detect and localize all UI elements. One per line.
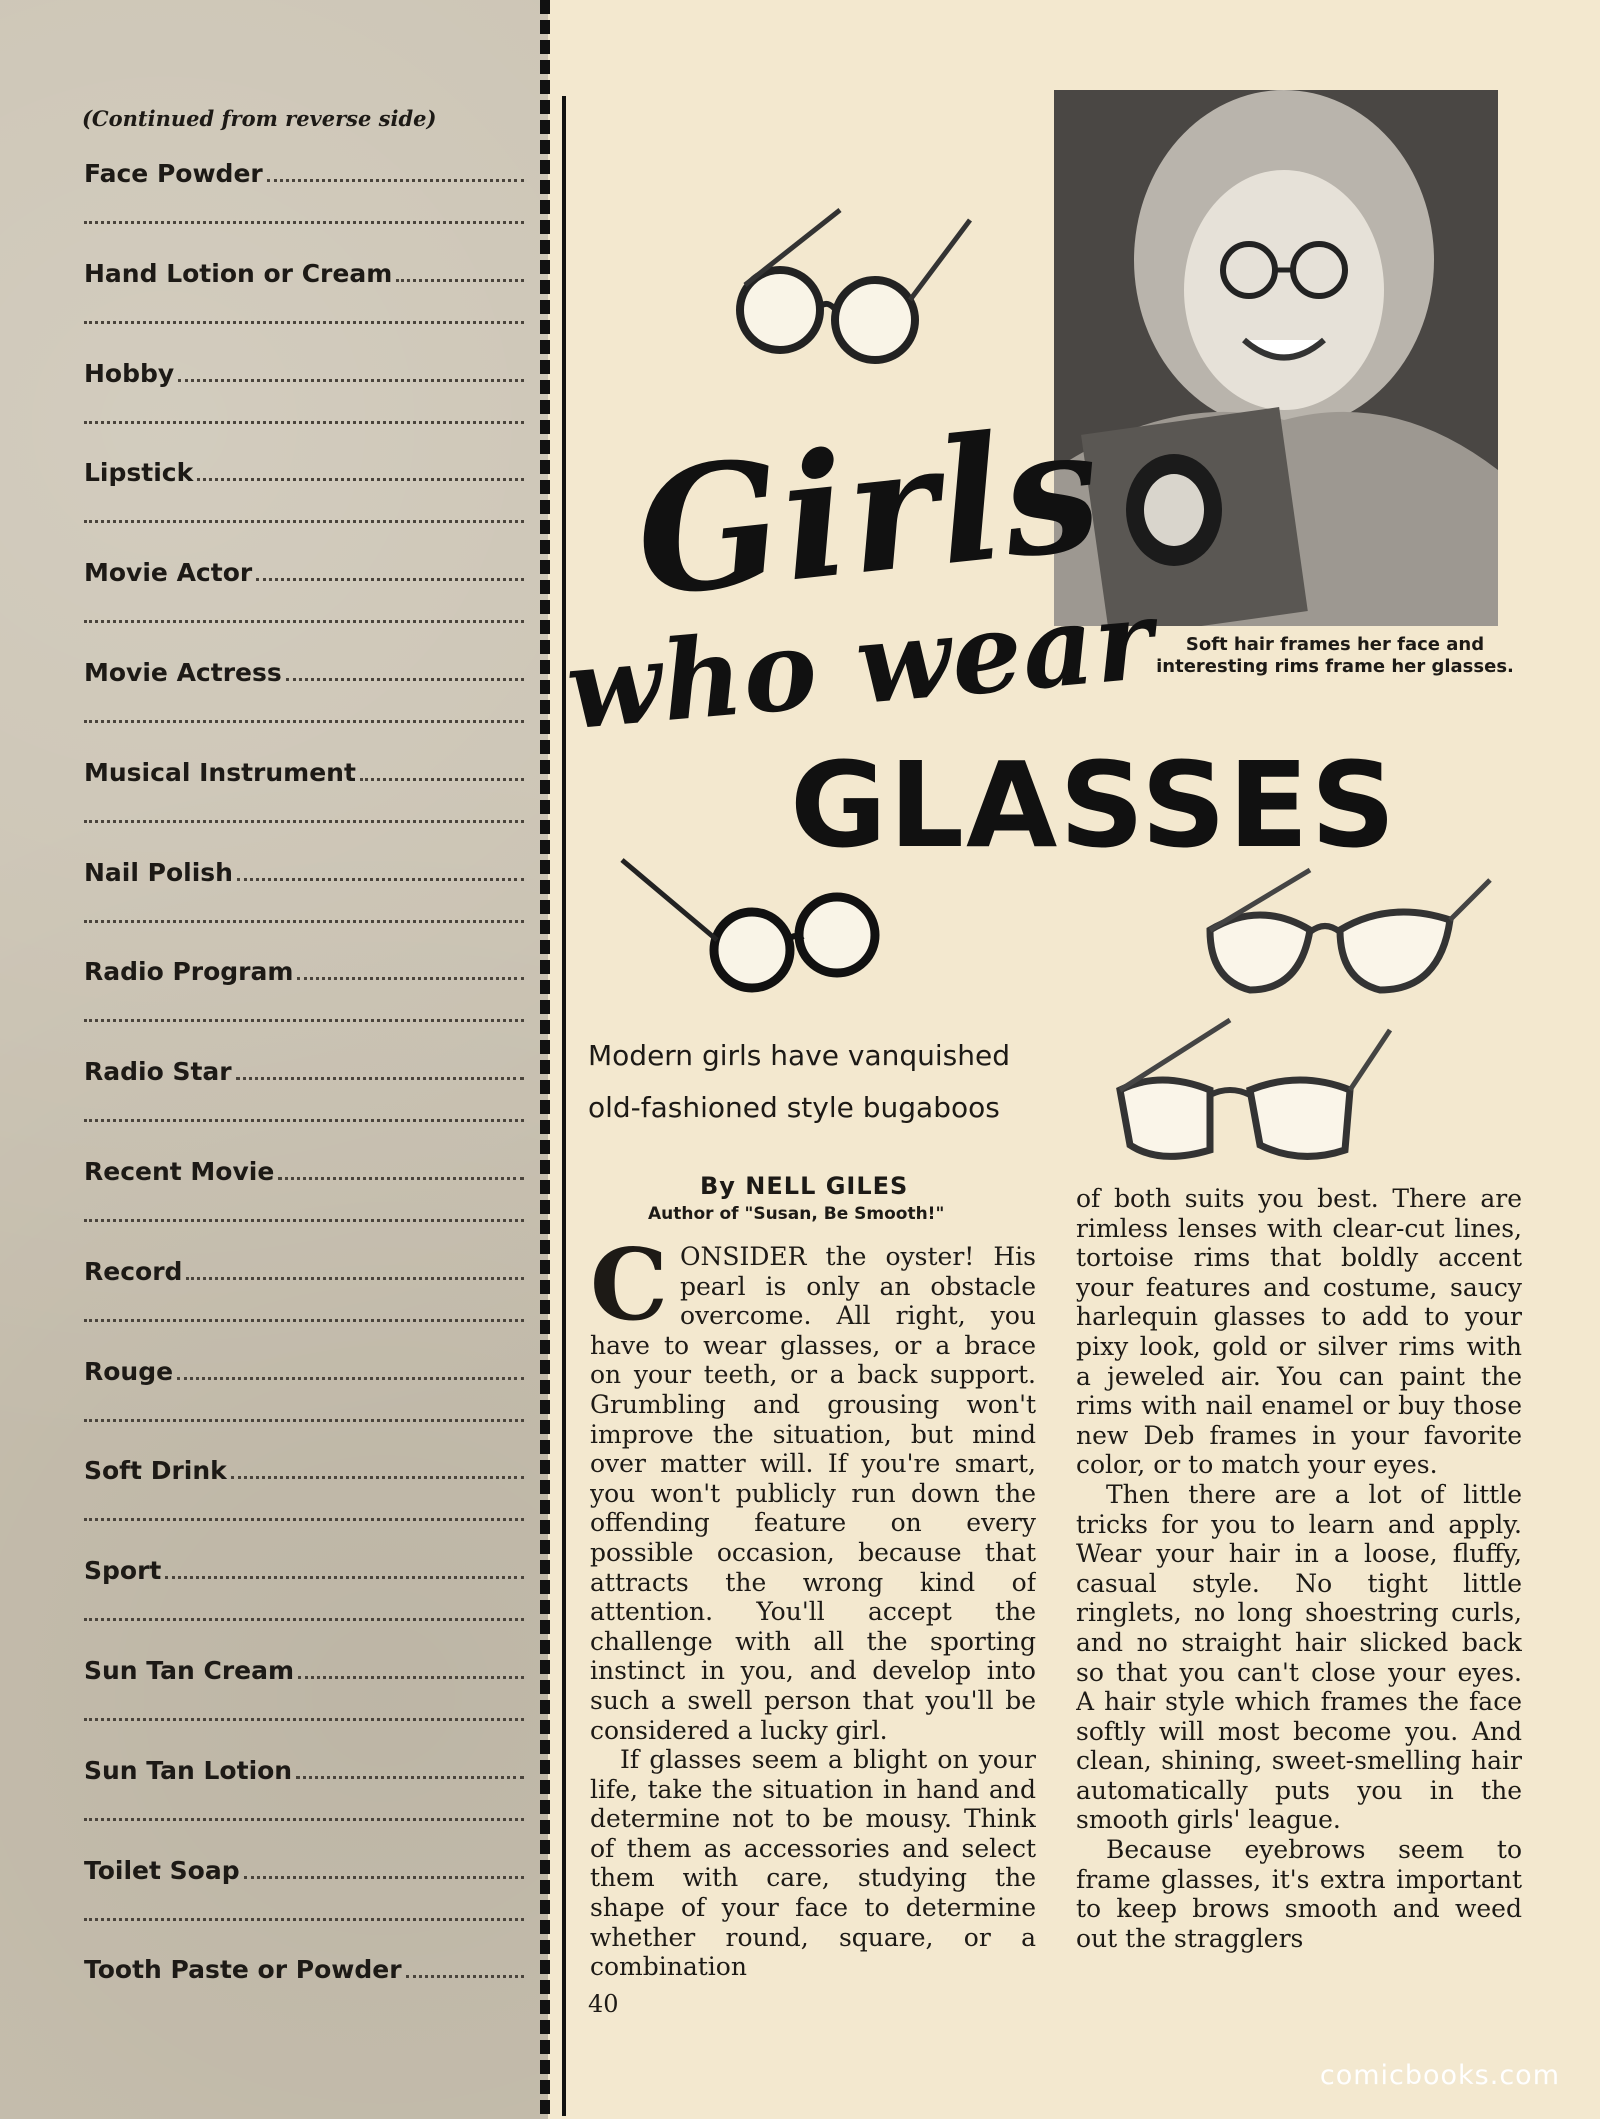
answer-line-continued[interactable]: [84, 1316, 524, 1322]
page-number: 40: [588, 1990, 619, 2018]
photo-caption: Soft hair frames her face and interesting rims frame her glasses.: [1156, 634, 1514, 677]
questionnaire-field[interactable]: [84, 853, 524, 923]
field-label: Radio Program: [84, 957, 294, 987]
answer-line-continued[interactable]: [84, 617, 524, 623]
answer-line[interactable]: [298, 1676, 524, 1679]
answer-line[interactable]: [244, 1876, 524, 1879]
portrait-photo: [1054, 90, 1498, 626]
answer-line-continued[interactable]: [84, 1515, 524, 1521]
title-glasses: GLASSES: [790, 736, 1398, 874]
answer-line-continued[interactable]: [84, 218, 524, 224]
answer-line[interactable]: [296, 1776, 524, 1779]
field-label: Nail Polish: [84, 857, 233, 887]
paragraph: Then there are a lot of little tricks for you to learn and apply. Wear your hair in a loose, fluffy, casual style. No tight little ringlets, no long shoestring curls, and no straight hair slicked back so that you can't close your eyes. A hair style which frames the face softly will most become you. And clean, shining, sweet-smelling hair automatically puts you in the smooth girls' league.: [1076, 1479, 1522, 1835]
field-label: Musical Instrument: [84, 757, 356, 787]
questionnaire-field[interactable]: [84, 1851, 524, 1921]
answer-line[interactable]: [278, 1177, 524, 1180]
answer-line-continued[interactable]: [84, 318, 524, 324]
answer-line-continued[interactable]: [84, 1715, 524, 1721]
paragraph: Because eyebrows seem to frame glasses, it's extra important to keep brows smooth and weed out the stragglers: [1076, 1835, 1522, 1953]
questionnaire-field[interactable]: [84, 354, 524, 424]
field-label: Soft Drink: [84, 1456, 227, 1486]
field-label: Hobby: [84, 358, 175, 388]
watermark: comicbooks.com: [1319, 2060, 1560, 2091]
paragraph: If glasses seem a blight on your life, take the situation in hand and determine not to be mousy. Think of them as accessories and select them with care, studying the shape of your face to determine whether round, square, or a combination: [590, 1745, 1036, 1982]
answer-line[interactable]: [165, 1576, 524, 1579]
answer-line[interactable]: [267, 179, 524, 182]
questionnaire-field[interactable]: [84, 1651, 524, 1721]
answer-line[interactable]: [256, 578, 524, 581]
field-label: Sport: [84, 1556, 162, 1586]
answer-line-continued[interactable]: [84, 1016, 524, 1022]
answer-line[interactable]: [237, 878, 524, 881]
questionnaire-field[interactable]: [84, 1252, 524, 1322]
field-label: Movie Actress: [84, 658, 282, 687]
drop-cap: C: [590, 1242, 668, 1343]
answer-line-continued[interactable]: [84, 717, 524, 723]
answer-line[interactable]: [231, 1476, 524, 1479]
answer-line-continued[interactable]: [84, 917, 524, 923]
glasses-illustration-square: [1100, 1000, 1400, 1190]
questionnaire-field[interactable]: [84, 254, 524, 324]
paragraph: of both suits you best. There are rimless lenses with clear-cut lines, tortoise rims that boldly accent your features and costume, saucy harlequin glasses to add to your pixy look, gold or silver rims with a jeweled air. You can paint the rims with nail enamel or buy those new Deb frames in your favorite color, or to match your eyes.: [1076, 1184, 1522, 1480]
questionnaire-field[interactable]: [84, 1751, 524, 1821]
answer-line[interactable]: [396, 279, 524, 282]
answer-line[interactable]: [297, 977, 524, 980]
questionnaire-field[interactable]: [84, 1950, 524, 1984]
article-subhead: Modern girls have vanquished old-fashioned style bugaboos: [588, 1039, 1010, 1124]
questionnaire-field[interactable]: [84, 952, 524, 1022]
questionnaire-field[interactable]: [84, 154, 524, 224]
answer-line[interactable]: [286, 678, 524, 681]
field-label: Toilet Soap: [84, 1855, 240, 1885]
article-column-2: [1076, 1184, 1522, 1984]
questionnaire-field[interactable]: [84, 1551, 524, 1621]
answer-line[interactable]: [197, 478, 524, 481]
answer-line-continued[interactable]: [84, 1416, 524, 1422]
answer-line[interactable]: [406, 1975, 524, 1978]
field-label: Record: [84, 1256, 183, 1286]
byline: By NELL GILES: [700, 1172, 909, 1200]
portrait-illustration: [1054, 90, 1498, 626]
answer-line-continued[interactable]: [84, 418, 524, 424]
article-column-1: [590, 1242, 1036, 2002]
questionnaire-sidebar: [0, 0, 548, 2119]
answer-line-continued[interactable]: [84, 817, 524, 823]
field-label: Sun Tan Lotion: [84, 1755, 293, 1785]
questionnaire-field[interactable]: [84, 1451, 524, 1521]
field-label: Face Powder: [84, 159, 263, 188]
continued-note: (Continued from reverse side): [82, 106, 437, 131]
column-rule: [562, 96, 566, 2116]
glasses-illustration-top: [720, 200, 1000, 370]
answer-line[interactable]: [236, 1077, 524, 1080]
field-label: Sun Tan Cream: [84, 1656, 295, 1685]
paragraph: ONSIDER the oyster! His pearl is only an obstacle overcome. All right, you have to wear glasses, or a brace on your teeth, or a back support. Grumbling and grousing won't improve the situation, but mind over matter will. If you're smart, you won't publicly run down the offending feature on every possible occasion, because that attracts the wrong kind of attention. You'll accept the challenge with all the sporting instinct in you, and develop into such a swell person that you'll be considered a lucky girl.: [590, 1242, 1036, 1745]
answer-line[interactable]: [178, 379, 524, 382]
questionnaire-field[interactable]: [84, 1152, 524, 1222]
field-label: Hand Lotion or Cream: [84, 258, 393, 288]
answer-line[interactable]: [177, 1377, 524, 1380]
answer-line-continued[interactable]: [84, 1915, 524, 1921]
field-label: Tooth Paste or Powder: [84, 1955, 402, 1985]
questionnaire-field[interactable]: [84, 653, 524, 723]
title-who-wear: who wear: [561, 574, 1159, 755]
answer-line-continued[interactable]: [84, 1615, 524, 1621]
answer-line-continued[interactable]: [84, 1815, 524, 1821]
questionnaire-field[interactable]: [84, 753, 524, 823]
answer-line[interactable]: [186, 1277, 524, 1280]
questionnaire-field[interactable]: [84, 453, 524, 523]
questionnaire-field[interactable]: [84, 1352, 524, 1422]
answer-line-continued[interactable]: [84, 517, 524, 523]
field-label: Recent Movie: [84, 1157, 275, 1186]
questionnaire-field[interactable]: [84, 1052, 524, 1122]
answer-line-continued[interactable]: [84, 1216, 524, 1222]
answer-line-continued[interactable]: [84, 1116, 524, 1122]
questionnaire-field[interactable]: [84, 553, 524, 623]
field-label: Rouge: [84, 1356, 174, 1386]
answer-line[interactable]: [360, 778, 524, 781]
field-label: Movie Actor: [84, 558, 253, 588]
field-label: Radio Star: [84, 1057, 232, 1087]
field-label: Lipstick: [84, 458, 194, 488]
perforation-line: [540, 0, 550, 2119]
author-note: Author of "Susan, Be Smooth!": [648, 1204, 945, 1224]
title-girls: Girls: [626, 388, 1110, 636]
